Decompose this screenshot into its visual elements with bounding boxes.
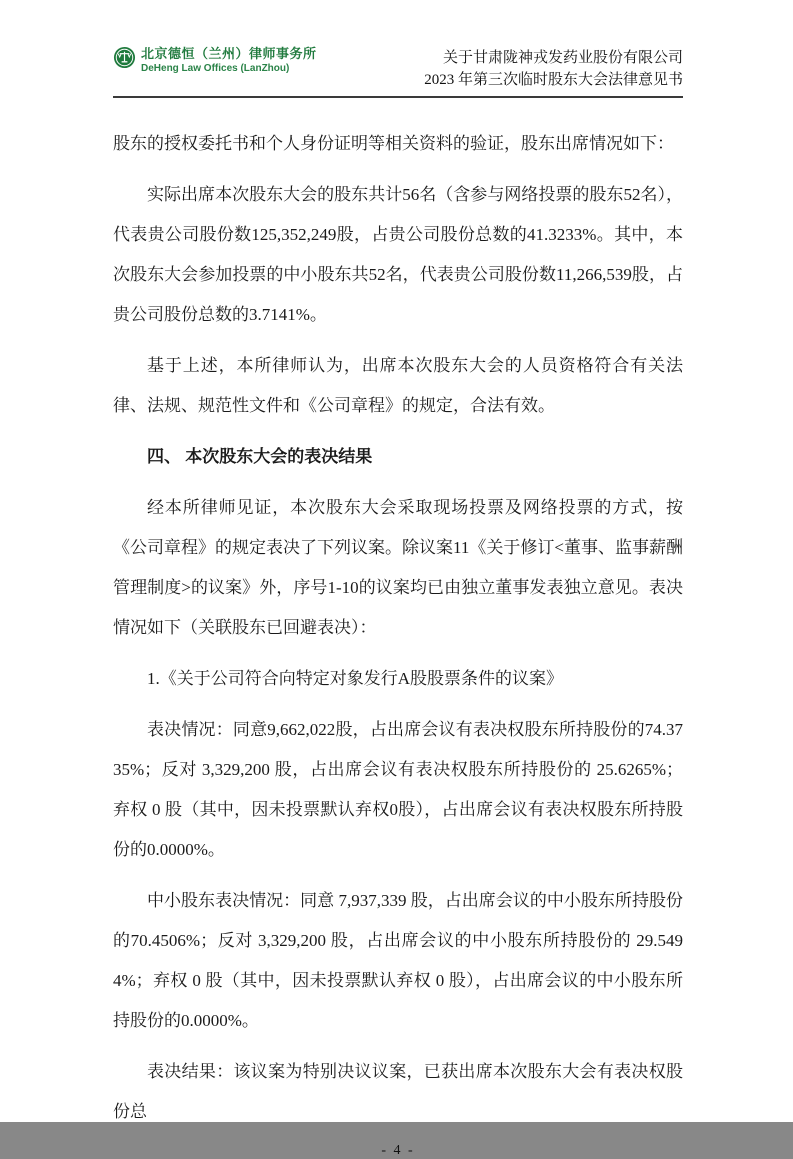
paragraph-attendance-statistics: 实际出席本次股东大会的股东共计56名（含参与网络投票的股东52名），代表贵公司股份数125,352,249股，占贵公司股份总数的41.3233%。其中，本次股东大会参加投票的中小股东共52名，代表贵公司股份数11,266,539股，占贵公司股份总数的3.7141%。 — [113, 185, 683, 324]
law-firm-logo — [113, 45, 317, 75]
paragraph-verification-intro: 股东的授权委托书和个人身份证明等相关资料的验证，股东出席情况如下： — [113, 134, 674, 153]
header-title-line1: 关于甘肃陇神戎发药业股份有限公司 — [442, 50, 683, 66]
document-header-title — [424, 45, 683, 91]
page-header — [113, 45, 683, 91]
section-heading-voting-results: 四、 本次股东大会的表决结果 — [147, 447, 373, 466]
proposal-1-title: 1.《关于公司符合向特定对象发行A股股票条件的议案》 — [147, 669, 564, 688]
header-divider — [113, 96, 683, 98]
firm-name-chinese: 北京德恒（兰州）律师事务所 — [141, 46, 317, 61]
page-footer — [113, 1143, 683, 1159]
paragraph-voting-method: 经本所律师见证，本次股东大会采取现场投票及网络投票的方式，按《公司章程》的规定表决了下列议案。除议案11《关于修订<董事、监事薪酬管理制度>的议案》外，序号1-10的议案均已由独立董事发表独立意见。表决情况如下（关联股东已回避表决）： — [113, 498, 683, 637]
document-body — [113, 124, 683, 1143]
page-number: - 4 - — [381, 1143, 415, 1158]
proposal-1-result: 表决结果：该议案为特别决议议案，已获出席本次股东大会有表决权股份总 — [113, 1062, 683, 1121]
paragraph-qualification-opinion: 基于上述，本所律师认为，出席本次股东大会的人员资格符合有关法律、法规、规范性文件和《公司章程》的规定，合法有效。 — [113, 356, 683, 415]
proposal-1-minority-voting-details: 中小股东表决情况：同意 7,937,339 股，占出席会议的中小股东所持股份的70.4506%；反对 3,329,200 股，占出席会议的中小股东所持股份的 29.5494%；弃权 0 股（其中，因未投票默认弃权 0 股），占出席会议的中小股东所持股份的0.0000%。 — [113, 891, 683, 1030]
law-firm-emblem-icon — [113, 46, 136, 69]
proposal-1-voting-details: 表决情况：同意9,662,022股，占出席会议有表决权股东所持股份的74.3735%；反对 3,329,200 股，占出席会议有表决权股东所持股份的 25.6265%；弃权 0 股（其中，因未投票默认弃权0股），占出席会议有表决权股东所持股份的0.0000%。 — [113, 720, 683, 859]
header-title-line2: 2023 年第三次临时股东大会法律意见书 — [424, 72, 683, 88]
firm-name-english: DeHeng Law Offices (LanZhou) — [141, 63, 290, 74]
law-firm-name-block — [141, 46, 317, 75]
